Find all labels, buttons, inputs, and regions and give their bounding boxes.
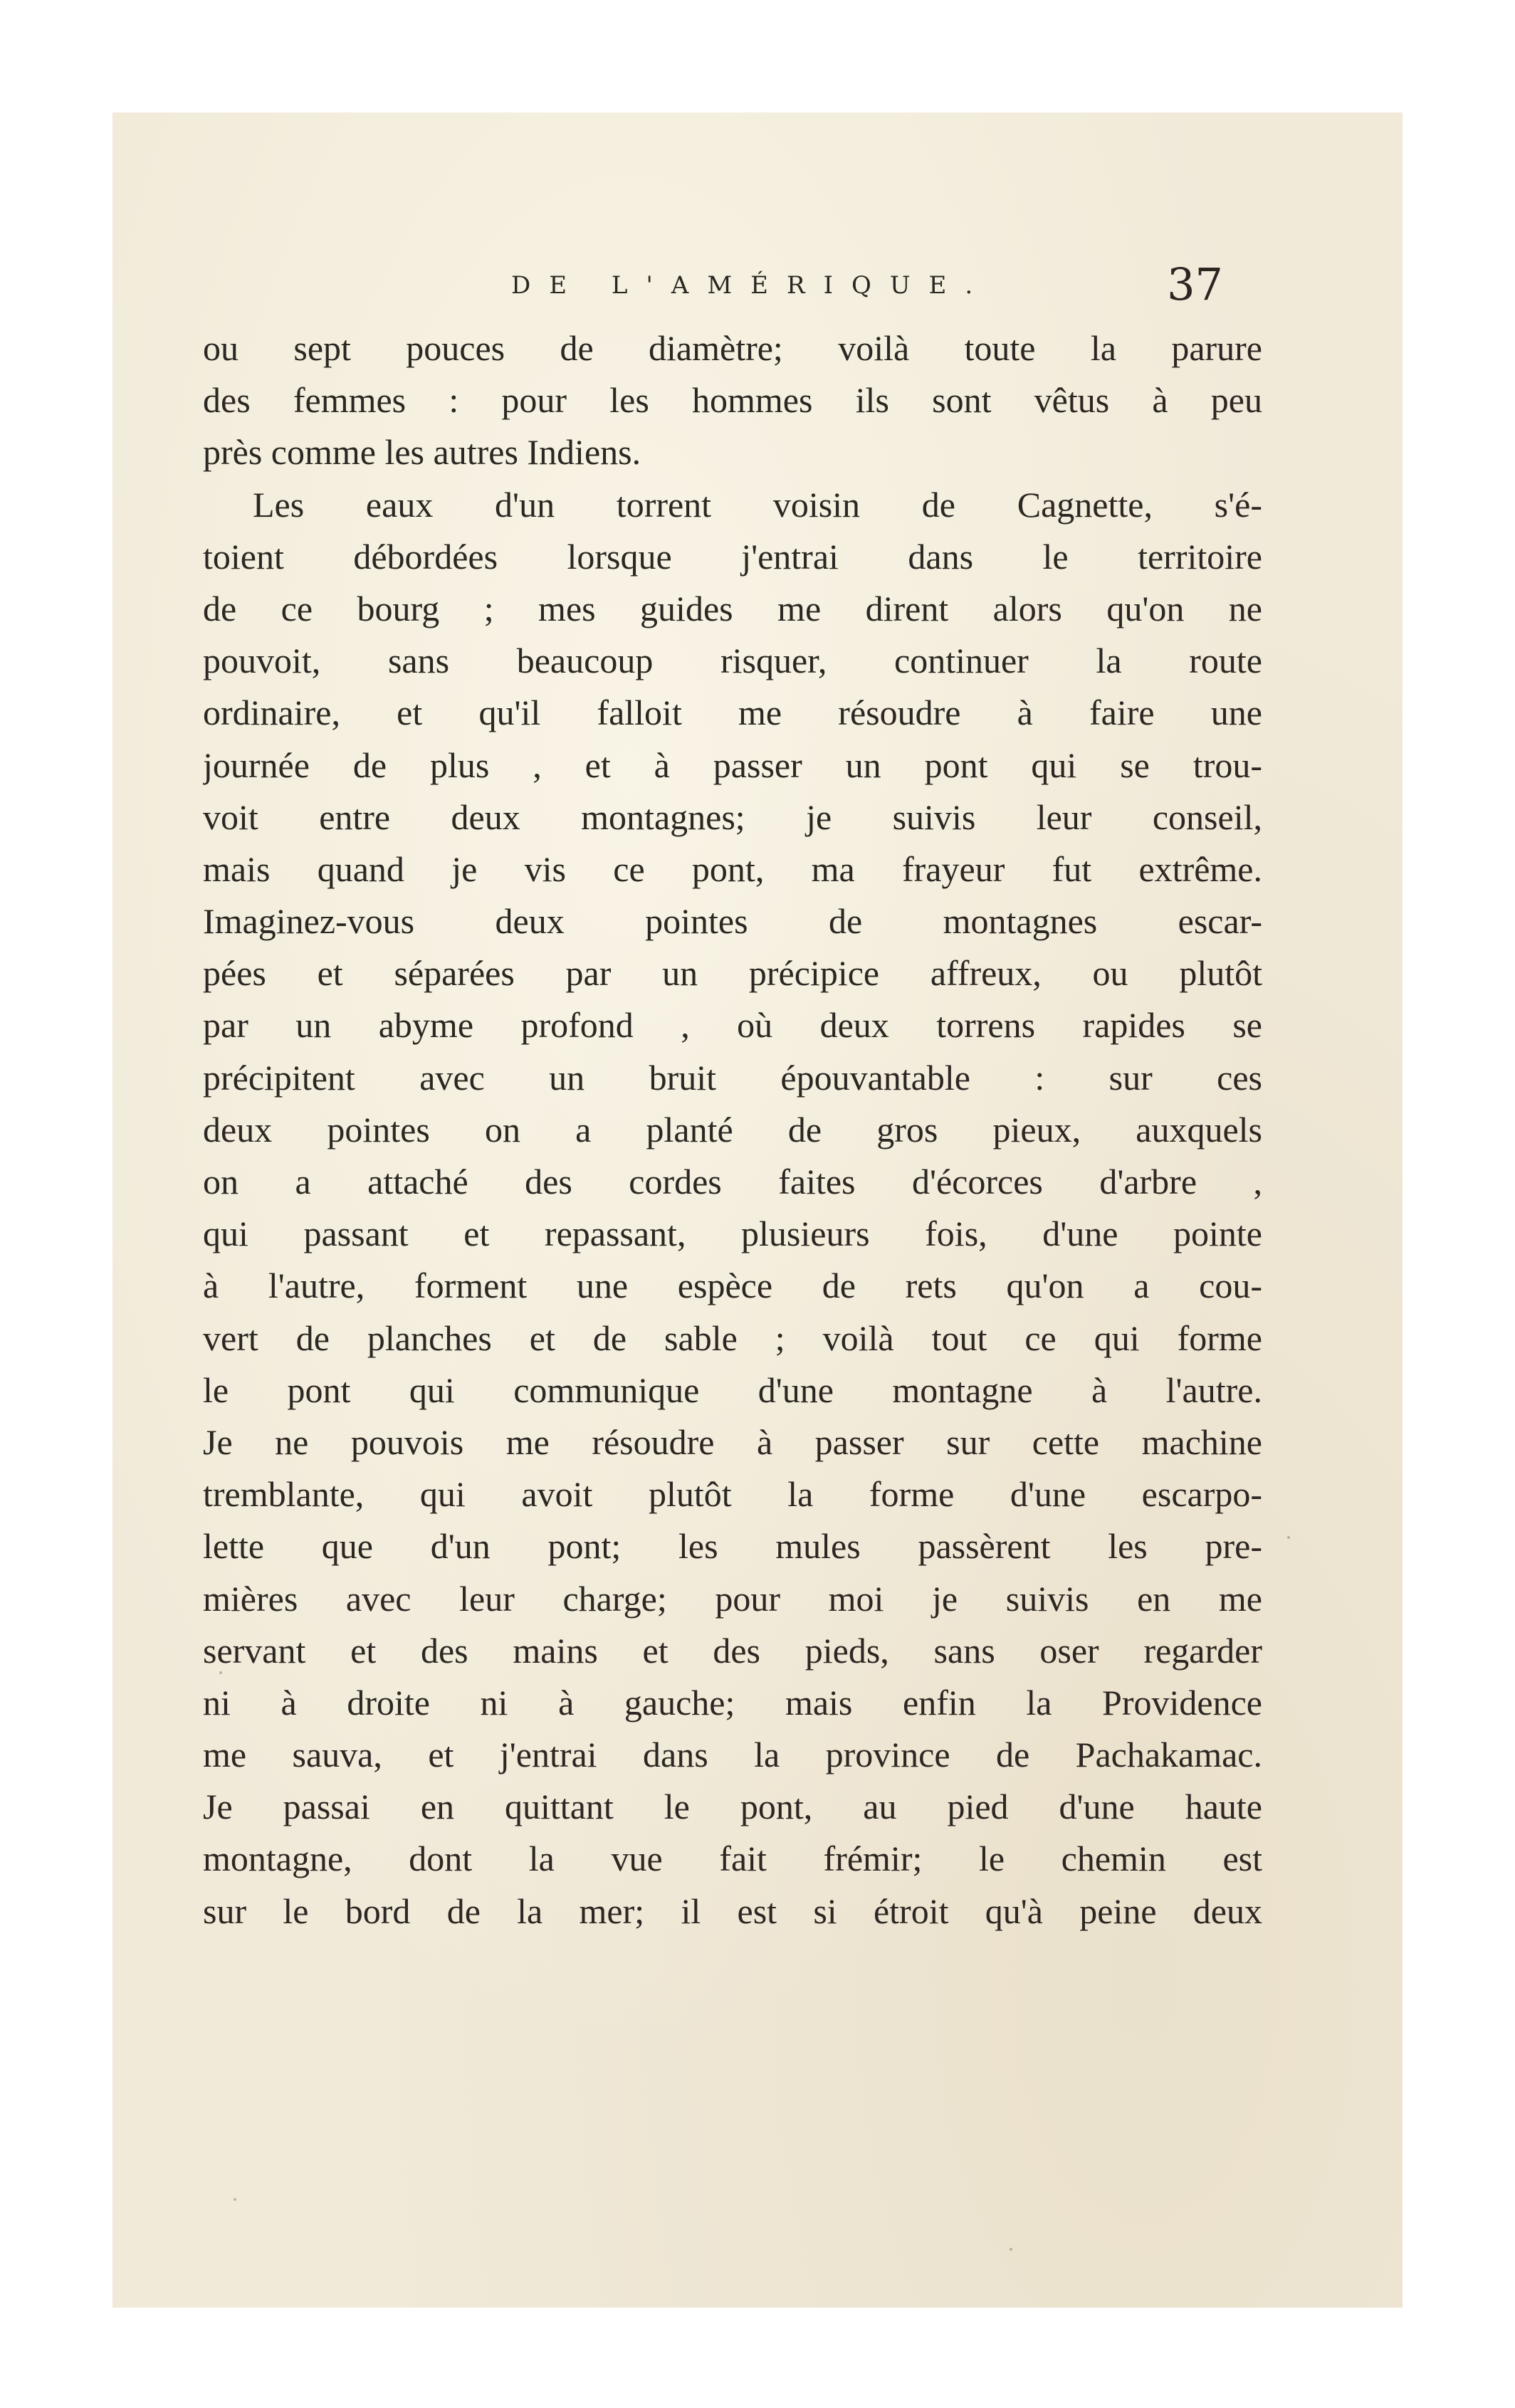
text-line: à l'autre, forment une espèce de rets qu'on a cou- xyxy=(203,1266,1262,1306)
text-line: ou sept pouces de diamètre; voilà toute la parure xyxy=(203,328,1262,368)
text-line: vert de planches et de sable ; voilà tout ce qui forme xyxy=(203,1318,1262,1358)
text-line: ordinaire, et qu'il falloit me résoudre à faire une xyxy=(203,693,1262,733)
text-line: voit entre deux montagnes; je suivis leur conseil, xyxy=(203,796,1262,837)
paper-speck xyxy=(234,2198,236,2201)
text-line: Les eaux d'un torrent voisin de Cagnette, s'é- xyxy=(253,484,1262,525)
text-line: qui passant et repassant, plusieurs fois, d'une pointe xyxy=(203,1214,1262,1254)
text-line: sur le bord de la mer; il est si étroit qu'à peine deux xyxy=(203,1891,1262,1931)
text-line: mières avec leur charge; pour moi je suivis en me xyxy=(203,1578,1262,1619)
paper-speck xyxy=(1287,1536,1290,1539)
text-line: des femmes : pour les hommes ils sont vêtus à peu xyxy=(203,380,1262,421)
text-line: servant et des mains et des pieds, sans oser regarder xyxy=(203,1630,1262,1671)
body-text xyxy=(203,322,1262,1938)
text-line: de ce bourg ; mes guides me dirent alors qu'on ne xyxy=(203,588,1262,629)
text-line: deux pointes on a planté de gros pieux, auxquels xyxy=(203,1109,1262,1150)
paper-speck xyxy=(219,1671,222,1674)
text-line: précipitent avec un bruit épouvantable : sur ces xyxy=(203,1057,1262,1098)
text-line: mais quand je vis ce pont, ma frayeur fut extrême. xyxy=(203,848,1262,889)
paper-speck xyxy=(1010,2248,1012,2251)
text-line: Imaginez-vous deux pointes de montagnes escar- xyxy=(203,901,1262,942)
text-line: toient débordées lorsque j'entrai dans le territoire xyxy=(203,536,1262,577)
paper-speck xyxy=(255,717,258,720)
text-line: près comme les autres Indiens. xyxy=(203,432,641,473)
running-title: DE L'AMÉRIQUE. xyxy=(511,271,992,300)
text-line: Je ne pouvois me résoudre à passer sur cette machine xyxy=(203,1421,1262,1462)
text-line: ni à droite ni à gauche; mais enfin la Providence xyxy=(203,1682,1262,1723)
text-line: tremblante, qui avoit plutôt la forme d'une escarpo- xyxy=(203,1474,1262,1515)
running-head xyxy=(397,258,1223,315)
book-page xyxy=(112,112,1403,2308)
text-line: par un abyme profond , où deux torrens rapides se xyxy=(203,1005,1262,1046)
text-line: pouvoit, sans beaucoup risquer, continuer la route xyxy=(203,641,1262,681)
text-line: Je passai en quittant le pont, au pied d'une haute xyxy=(203,1787,1262,1827)
text-line: lette que d'un pont; les mules passèrent les pre- xyxy=(203,1526,1262,1567)
page-number: 37 xyxy=(1167,258,1223,310)
text-line: le pont qui communique d'une montagne à l'autre. xyxy=(203,1369,1262,1410)
text-line: journée de plus , et à passer un pont qui se trou- xyxy=(203,745,1262,785)
text-line: montagne, dont la vue fait frémir; le chemin est xyxy=(203,1839,1262,1879)
text-line: me sauva, et j'entrai dans la province de Pachakamac. xyxy=(203,1735,1262,1775)
text-line: on a attaché des cordes faites d'écorces d'arbre , xyxy=(203,1162,1262,1202)
text-line: pées et séparées par un précipice affreux, ou plutôt xyxy=(203,953,1262,994)
